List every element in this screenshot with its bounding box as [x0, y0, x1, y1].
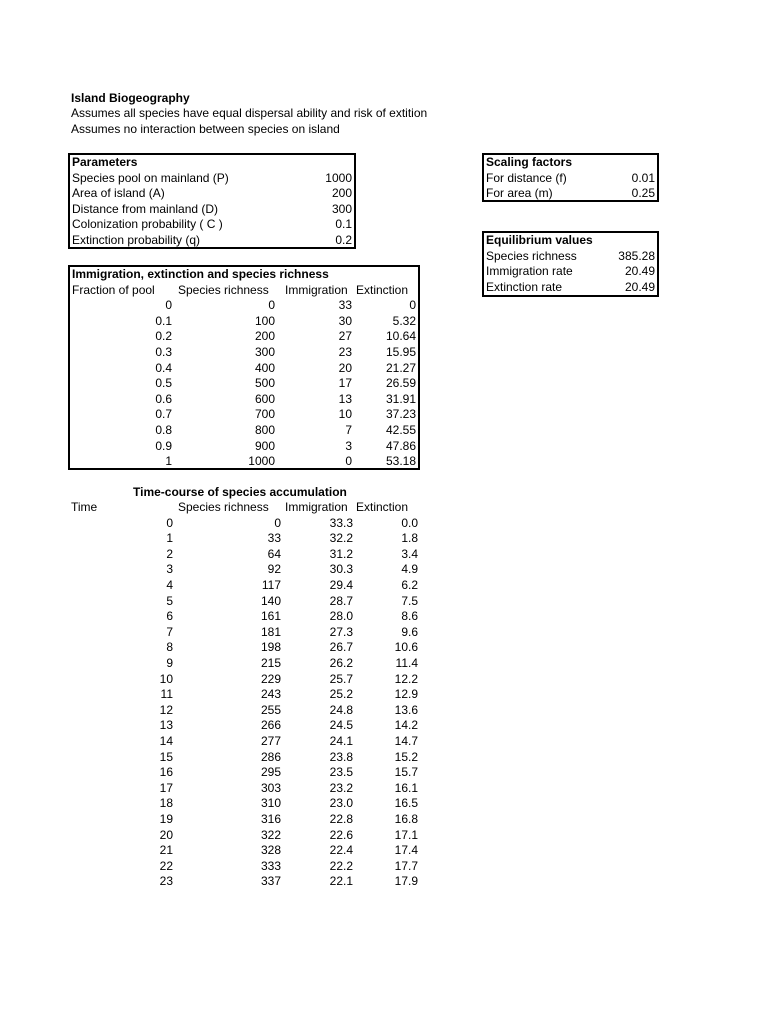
immigration-cell[interactable]: 29.4	[329, 577, 353, 592]
immigration-cell[interactable]: 28.0	[329, 609, 353, 624]
timecourse-header	[68, 500, 420, 516]
immigration-cell[interactable]: 27	[338, 329, 352, 344]
time-cell[interactable]: 22	[159, 858, 173, 873]
immigration-cell[interactable]: 25.2	[329, 687, 353, 702]
assumption-line-1: Assumes all species have equal dispersal ability and risk of extition	[71, 106, 428, 120]
extinction-cell[interactable]: 37.23	[385, 407, 416, 422]
immigration-cell[interactable]: 13	[338, 391, 352, 406]
extinction-cell[interactable]: 16.5	[394, 796, 418, 811]
parameter-value[interactable]: 300	[331, 201, 352, 216]
equilibrium-label: Species richness	[486, 248, 577, 263]
extinction-cell[interactable]: 1.8	[401, 531, 418, 546]
richness-cell[interactable]: 295	[260, 765, 281, 780]
immigration-cell[interactable]: 25.7	[329, 671, 353, 686]
table-row	[0, 765, 768, 781]
extinction-cell[interactable]: 17.7	[394, 858, 418, 873]
time-cell[interactable]: 16	[159, 765, 173, 780]
scaling-label: For area (m)	[486, 186, 553, 201]
scaling-factors-box	[482, 153, 659, 202]
scaling-factors-title: Scaling factors	[486, 155, 573, 169]
extinction-cell[interactable]: 7.5	[401, 593, 418, 608]
parameter-row	[70, 186, 354, 202]
table-row	[0, 578, 768, 594]
extinction-cell[interactable]: 13.6	[394, 702, 418, 717]
fraction-cell[interactable]: 0.7	[155, 407, 172, 422]
immigration-cell[interactable]: 31.2	[329, 546, 353, 561]
immigration-cell[interactable]: 30.3	[329, 562, 353, 577]
header-fraction-of-pool: Fraction of pool	[72, 282, 155, 297]
richness-cell[interactable]: 400	[254, 360, 275, 375]
immigration-cell[interactable]: 23.8	[329, 749, 353, 764]
time-cell[interactable]: 1	[166, 531, 173, 546]
extinction-cell[interactable]: 16.1	[394, 780, 418, 795]
scaling-row	[484, 186, 657, 202]
extinction-cell[interactable]: 0.0	[401, 515, 418, 530]
table-row	[0, 672, 768, 688]
table-row	[70, 407, 418, 423]
extinction-cell[interactable]: 17.9	[394, 874, 418, 889]
immigration-cell[interactable]: 24.1	[329, 733, 353, 748]
extinction-cell[interactable]: 11.4	[395, 655, 418, 670]
scaling-value[interactable]: 0.01	[631, 170, 655, 185]
immigration-cell[interactable]: 17	[338, 376, 352, 391]
table-row	[0, 531, 768, 547]
table-row	[70, 439, 418, 455]
table-row	[70, 454, 418, 470]
richness-cell[interactable]: 181	[260, 624, 281, 639]
extinction-cell[interactable]: 47.86	[385, 438, 416, 453]
immigration-cell[interactable]: 32.2	[329, 531, 353, 546]
richness-table-title: Immigration, extinction and species richness	[72, 267, 329, 281]
equilibrium-value[interactable]: 385.28	[618, 248, 655, 263]
table-row	[0, 812, 768, 828]
richness-cell[interactable]: 243	[260, 687, 281, 702]
parameter-value[interactable]: 1000	[325, 170, 352, 185]
time-cell[interactable]: 8	[166, 640, 173, 655]
time-cell[interactable]: 11	[160, 687, 173, 702]
extinction-cell[interactable]: 10.6	[394, 640, 418, 655]
immigration-cell[interactable]: 7	[345, 423, 352, 437]
richness-cell[interactable]: 0	[274, 515, 281, 530]
scaling-row	[484, 171, 657, 187]
equilibrium-value[interactable]: 20.49	[624, 279, 655, 294]
fraction-cell[interactable]: 0.4	[155, 360, 172, 375]
table-row	[70, 345, 418, 361]
table-row	[0, 562, 768, 578]
richness-cell[interactable]: 140	[260, 593, 281, 608]
table-row	[0, 703, 768, 719]
table-row	[70, 298, 418, 314]
time-cell[interactable]: 5	[166, 593, 173, 608]
header-immigration: Immigration	[285, 282, 348, 297]
extinction-cell[interactable]: 21.27	[385, 360, 416, 375]
table-row	[70, 376, 418, 392]
parameter-label: Area of island (A)	[72, 186, 165, 201]
fraction-cell[interactable]: 0.5	[155, 376, 172, 391]
extinction-cell[interactable]: 15.95	[385, 345, 416, 359]
richness-cell[interactable]: 215	[260, 655, 281, 670]
parameter-row	[70, 202, 354, 218]
extinction-cell[interactable]: 3.4	[401, 546, 418, 561]
table-row	[0, 547, 768, 563]
extinction-cell[interactable]: 5.32	[392, 313, 416, 328]
immigration-cell[interactable]: 22.1	[329, 874, 353, 889]
time-cell[interactable]: 7	[166, 624, 173, 639]
parameters-title: Parameters	[72, 155, 138, 169]
richness-cell[interactable]: 316	[260, 811, 281, 826]
table-row	[0, 859, 768, 875]
sheet-title: Island Biogeography	[71, 91, 190, 105]
immigration-cell[interactable]: 27.3	[329, 624, 353, 639]
header-extinction: Extinction	[356, 500, 409, 514]
extinction-cell[interactable]: 26.59	[385, 376, 416, 391]
richness-cell[interactable]: 100	[254, 313, 275, 328]
immigration-cell[interactable]: 24.8	[329, 702, 353, 717]
extinction-cell[interactable]: 17.4	[394, 843, 418, 858]
immigration-cell[interactable]: 10	[338, 407, 352, 422]
richness-cell[interactable]: 900	[254, 438, 275, 453]
parameter-label: Extinction probability (q)	[72, 233, 201, 247]
extinction-cell[interactable]: 15.7	[394, 765, 418, 780]
parameter-label: Distance from mainland (D)	[72, 201, 219, 216]
fraction-cell[interactable]: 0.2	[155, 329, 172, 344]
extinction-cell[interactable]: 14.2	[394, 718, 418, 733]
time-cell[interactable]: 0	[166, 515, 173, 530]
time-cell[interactable]: 3	[166, 562, 173, 577]
richness-table-box	[68, 265, 420, 470]
immigration-cell[interactable]: 23.0	[329, 796, 353, 811]
richness-cell[interactable]: 322	[260, 827, 281, 842]
table-row	[0, 843, 768, 859]
richness-cell[interactable]: 277	[260, 733, 281, 748]
equilibrium-row	[484, 280, 657, 296]
time-cell[interactable]: 18	[159, 796, 173, 811]
immigration-cell[interactable]: 28.7	[329, 593, 353, 608]
richness-cell[interactable]: 266	[260, 718, 281, 733]
parameter-row	[70, 233, 354, 249]
fraction-cell[interactable]: 0.8	[155, 423, 172, 437]
table-row	[0, 656, 768, 672]
parameter-row	[70, 217, 354, 233]
table-row	[0, 594, 768, 610]
immigration-cell[interactable]: 26.2	[329, 655, 353, 670]
richness-cell[interactable]: 600	[254, 391, 275, 406]
scaling-value[interactable]: 0.25	[631, 186, 655, 201]
richness-cell[interactable]: 328	[260, 843, 281, 858]
richness-cell[interactable]: 92	[267, 562, 281, 577]
richness-cell[interactable]: 500	[254, 376, 275, 391]
richness-cell[interactable]: 1000	[248, 454, 275, 469]
table-row	[70, 361, 418, 377]
fraction-cell[interactable]: 0.1	[155, 313, 172, 328]
time-cell[interactable]: 12	[159, 702, 173, 717]
table-row	[0, 734, 768, 750]
immigration-cell[interactable]: 30	[338, 313, 352, 328]
immigration-cell[interactable]: 23.2	[329, 780, 353, 795]
parameter-row	[70, 171, 354, 187]
header-time: Time	[71, 500, 98, 514]
richness-cell[interactable]: 310	[260, 796, 281, 811]
extinction-cell[interactable]: 0	[409, 298, 416, 313]
extinction-cell[interactable]: 14.7	[394, 733, 418, 748]
immigration-cell[interactable]: 33.3	[329, 515, 353, 530]
richness-cell[interactable]: 200	[254, 329, 275, 344]
fraction-cell[interactable]: 0.9	[155, 438, 172, 453]
parameter-value[interactable]: 200	[331, 186, 352, 201]
table-row	[0, 828, 768, 844]
immigration-cell[interactable]: 20	[338, 360, 352, 375]
table-row	[0, 796, 768, 812]
richness-cell[interactable]: 229	[260, 671, 281, 686]
extinction-cell[interactable]: 53.18	[385, 454, 416, 469]
time-cell[interactable]: 20	[159, 827, 173, 842]
immigration-cell[interactable]: 22.6	[329, 827, 353, 842]
immigration-cell[interactable]: 24.5	[329, 718, 353, 733]
table-row	[0, 781, 768, 797]
richness-cell[interactable]: 800	[254, 423, 275, 437]
richness-cell[interactable]: 700	[254, 407, 275, 422]
parameters-box	[68, 153, 356, 249]
extinction-cell[interactable]: 12.9	[394, 687, 418, 702]
richness-cell[interactable]: 333	[260, 858, 281, 873]
header-species-richness: Species richness	[178, 282, 269, 297]
extinction-cell[interactable]: 31.91	[385, 391, 416, 406]
richness-cell[interactable]: 33	[267, 531, 281, 546]
extinction-cell[interactable]: 9.6	[401, 624, 418, 639]
immigration-cell[interactable]: 3	[345, 438, 352, 453]
equilibrium-row	[484, 264, 657, 280]
time-cell[interactable]: 2	[166, 546, 173, 561]
immigration-cell[interactable]: 22.8	[329, 811, 353, 826]
equilibrium-box	[482, 231, 659, 297]
richness-cell[interactable]: 255	[260, 702, 281, 717]
table-row	[0, 640, 768, 656]
extinction-cell[interactable]: 15.2	[394, 749, 418, 764]
immigration-cell[interactable]: 26.7	[329, 640, 353, 655]
fraction-cell[interactable]: 0.3	[155, 345, 172, 359]
immigration-cell[interactable]: 23.5	[329, 765, 353, 780]
extinction-cell[interactable]: 17.1	[394, 827, 418, 842]
header-species-richness: Species richness	[178, 500, 269, 514]
richness-cell[interactable]: 0	[268, 298, 275, 313]
richness-cell[interactable]: 300	[254, 345, 275, 359]
extinction-cell[interactable]: 4.9	[401, 562, 418, 577]
time-cell[interactable]: 9	[166, 655, 173, 670]
extinction-cell[interactable]: 16.8	[394, 811, 418, 826]
time-cell[interactable]: 21	[159, 843, 173, 858]
immigration-cell[interactable]: 33	[338, 298, 352, 313]
time-cell[interactable]: 15	[159, 749, 173, 764]
time-cell[interactable]: 4	[166, 577, 173, 592]
richness-table-header	[70, 283, 418, 299]
table-row	[0, 609, 768, 625]
time-cell[interactable]: 6	[166, 609, 173, 624]
extinction-cell[interactable]: 12.2	[394, 671, 418, 686]
richness-cell[interactable]: 286	[260, 749, 281, 764]
header-extinction: Extinction	[356, 282, 409, 297]
equilibrium-row	[484, 249, 657, 265]
time-cell[interactable]: 19	[159, 811, 173, 826]
table-row	[0, 516, 768, 532]
table-row	[0, 718, 768, 734]
assumption-line-2: Assumes no interaction between species on island	[71, 122, 340, 136]
time-cell[interactable]: 23	[159, 874, 173, 889]
equilibrium-label: Extinction rate	[486, 279, 563, 294]
fraction-cell[interactable]: 0	[165, 298, 172, 313]
equilibrium-label: Immigration rate	[486, 264, 573, 279]
immigration-cell[interactable]: 22.4	[329, 843, 353, 858]
table-row	[70, 314, 418, 330]
extinction-cell[interactable]: 10.64	[385, 329, 416, 344]
parameter-label: Species pool on mainland (P)	[72, 170, 229, 185]
table-row	[0, 687, 768, 703]
fraction-cell[interactable]: 1	[165, 454, 172, 469]
time-cell[interactable]: 13	[159, 718, 173, 733]
immigration-cell[interactable]: 0	[345, 454, 352, 469]
richness-cell[interactable]: 337	[260, 874, 281, 889]
parameter-value[interactable]: 0.2	[335, 233, 352, 247]
parameter-label: Colonization probability ( C )	[72, 217, 223, 232]
time-cell[interactable]: 10	[159, 671, 173, 686]
richness-cell[interactable]: 198	[260, 640, 281, 655]
extinction-cell[interactable]: 42.55	[385, 423, 416, 437]
table-row	[70, 329, 418, 345]
scaling-label: For distance (f)	[486, 170, 567, 185]
header-immigration: Immigration	[285, 500, 348, 514]
immigration-cell[interactable]: 22.2	[329, 858, 353, 873]
time-cell[interactable]: 17	[159, 780, 173, 795]
equilibrium-value[interactable]: 20.49	[624, 264, 655, 279]
richness-cell[interactable]: 303	[260, 780, 281, 795]
immigration-cell[interactable]: 23	[338, 345, 352, 359]
table-row	[0, 750, 768, 766]
extinction-cell[interactable]: 6.2	[401, 577, 418, 592]
richness-cell[interactable]: 161	[260, 609, 281, 624]
timecourse-title: Time-course of species accumulation	[133, 485, 347, 499]
table-row	[0, 874, 768, 890]
time-cell[interactable]: 14	[159, 733, 173, 748]
table-row	[70, 423, 418, 439]
table-row	[0, 625, 768, 641]
table-row	[70, 392, 418, 408]
richness-cell[interactable]: 117	[261, 577, 281, 592]
extinction-cell[interactable]: 8.6	[401, 609, 418, 624]
equilibrium-title: Equilibrium values	[486, 233, 593, 247]
fraction-cell[interactable]: 0.6	[155, 391, 172, 406]
richness-cell[interactable]: 64	[267, 546, 281, 561]
parameter-value[interactable]: 0.1	[335, 217, 352, 232]
